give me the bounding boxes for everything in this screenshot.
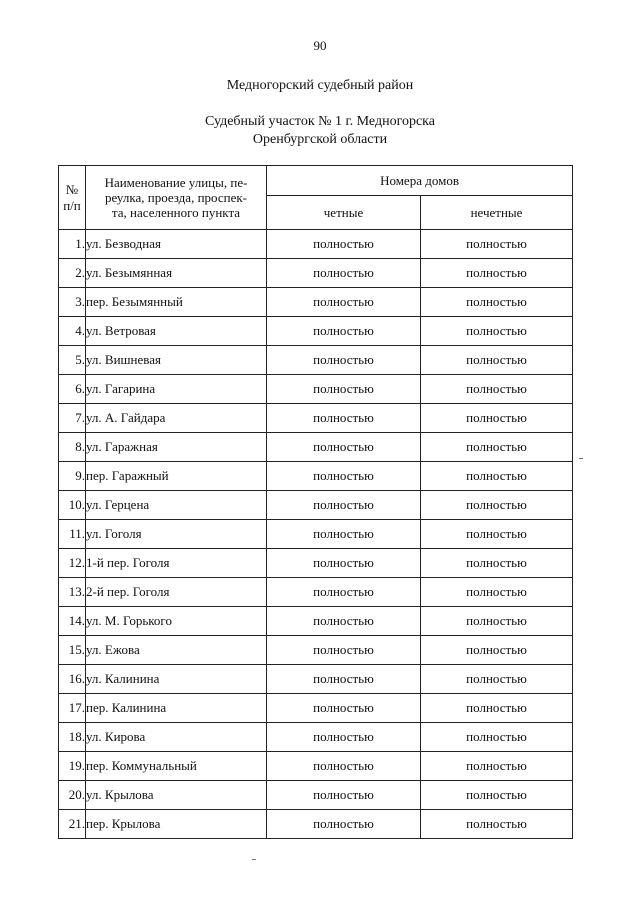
street-name: ул. Кирова: [86, 723, 267, 752]
odd-houses: полностью: [421, 549, 573, 578]
row-number: 2.: [59, 259, 86, 288]
header-house-numbers: Номера домов: [267, 166, 573, 196]
table-row: [59, 578, 573, 607]
even-houses: полностью: [267, 520, 421, 549]
odd-houses: полностью: [421, 578, 573, 607]
even-houses: полностью: [267, 549, 421, 578]
even-houses: полностью: [267, 317, 421, 346]
street-name: ул. Крылова: [86, 781, 267, 810]
odd-houses: полностью: [421, 694, 573, 723]
street-name: ул. Герцена: [86, 491, 267, 520]
even-houses: полностью: [267, 723, 421, 752]
odd-houses: полностью: [421, 665, 573, 694]
section-title-line-1: Судебный участок № 1 г. Медногорска: [204, 114, 435, 129]
even-houses: полностью: [267, 636, 421, 665]
even-houses: полностью: [267, 752, 421, 781]
odd-houses: полностью: [421, 781, 573, 810]
row-number: 18.: [59, 723, 86, 752]
street-name: ул. Ежова: [86, 636, 267, 665]
street-name: ул. А. Гайдара: [86, 404, 267, 433]
table-row: [59, 723, 573, 752]
even-houses: полностью: [267, 578, 421, 607]
odd-houses: полностью: [421, 752, 573, 781]
table-row: [59, 404, 573, 433]
row-number: 16.: [59, 665, 86, 694]
table-row: [59, 810, 573, 839]
row-number: 11.: [59, 520, 86, 549]
table-row: [59, 375, 573, 404]
header-street-name-line-3: та, населенного пункта: [111, 205, 241, 220]
street-name: ул. Гагарина: [86, 375, 267, 404]
scan-speck: [252, 859, 256, 860]
header-row-top: [59, 166, 573, 196]
odd-houses: полностью: [421, 491, 573, 520]
row-number: 4.: [59, 317, 86, 346]
even-houses: полностью: [267, 694, 421, 723]
table-row: [59, 491, 573, 520]
even-houses: полностью: [267, 462, 421, 491]
row-number: 9.: [59, 462, 86, 491]
street-name: ул. М. Горького: [86, 607, 267, 636]
row-number: 15.: [59, 636, 86, 665]
table-body: [59, 230, 573, 839]
street-name: пер. Коммунальный: [86, 752, 267, 781]
even-houses: полностью: [267, 404, 421, 433]
odd-houses: полностью: [421, 433, 573, 462]
row-number: 14.: [59, 607, 86, 636]
odd-houses: полностью: [421, 230, 573, 259]
section-title: [0, 113, 640, 149]
row-number: 21.: [59, 810, 86, 839]
table-row: [59, 752, 573, 781]
even-houses: полностью: [267, 375, 421, 404]
odd-houses: полностью: [421, 462, 573, 491]
table-row: [59, 549, 573, 578]
odd-houses: полностью: [421, 346, 573, 375]
street-name: ул. Калинина: [86, 665, 267, 694]
table-row: [59, 636, 573, 665]
header-street-name: [86, 166, 267, 230]
odd-houses: полностью: [421, 723, 573, 752]
odd-houses: полностью: [421, 607, 573, 636]
table-row: [59, 346, 573, 375]
table-row: [59, 259, 573, 288]
even-houses: полностью: [267, 781, 421, 810]
table-row: [59, 520, 573, 549]
row-number: 10.: [59, 491, 86, 520]
street-name: ул. Ветровая: [86, 317, 267, 346]
street-name: пер. Гаражный: [86, 462, 267, 491]
row-number: 5.: [59, 346, 86, 375]
odd-houses: полностью: [421, 375, 573, 404]
odd-houses: полностью: [421, 317, 573, 346]
street-name: 1-й пер. Гоголя: [86, 549, 267, 578]
table-row: [59, 665, 573, 694]
even-houses: полностью: [267, 230, 421, 259]
table-header: [59, 166, 573, 230]
header-number-line-2: п/п: [63, 197, 81, 213]
header-street-name-line-1: Наименование улицы, пе-: [104, 175, 248, 190]
row-number: 17.: [59, 694, 86, 723]
odd-houses: полностью: [421, 636, 573, 665]
row-number: 12.: [59, 549, 86, 578]
even-houses: полностью: [267, 810, 421, 839]
row-number: 13.: [59, 578, 86, 607]
header-number-line-1: №: [65, 181, 79, 197]
street-name: ул. Вишневая: [86, 346, 267, 375]
even-houses: полностью: [267, 288, 421, 317]
even-houses: полностью: [267, 433, 421, 462]
streets-table: [58, 165, 573, 839]
row-number: 19.: [59, 752, 86, 781]
header-street-name-line-2: реулка, проезда, проспек-: [104, 190, 247, 205]
row-number: 20.: [59, 781, 86, 810]
table-row: [59, 230, 573, 259]
header-odd: нечетные: [421, 196, 573, 230]
street-name: пер. Калинина: [86, 694, 267, 723]
scan-speck: [579, 458, 583, 459]
odd-houses: полностью: [421, 520, 573, 549]
header-even: четные: [267, 196, 421, 230]
street-name: ул. Безводная: [86, 230, 267, 259]
even-houses: полностью: [267, 259, 421, 288]
row-number: 8.: [59, 433, 86, 462]
district-title: Медногорский судебный район: [226, 78, 414, 93]
even-houses: полностью: [267, 346, 421, 375]
table-row: [59, 607, 573, 636]
table-row: [59, 288, 573, 317]
street-name: ул. Гаражная: [86, 433, 267, 462]
row-number: 6.: [59, 375, 86, 404]
odd-houses: полностью: [421, 288, 573, 317]
row-number: 1.: [59, 230, 86, 259]
odd-houses: полностью: [421, 404, 573, 433]
street-name: пер. Безымянный: [86, 288, 267, 317]
header-number: [59, 166, 86, 230]
street-name: ул. Гоголя: [86, 520, 267, 549]
table-row: [59, 694, 573, 723]
row-number: 7.: [59, 404, 86, 433]
even-houses: полностью: [267, 491, 421, 520]
odd-houses: полностью: [421, 259, 573, 288]
section-title-line-2: Оренбургской области: [252, 132, 388, 147]
table-row: [59, 462, 573, 491]
table-row: [59, 317, 573, 346]
street-name: ул. Безымянная: [86, 259, 267, 288]
row-number: 3.: [59, 288, 86, 317]
street-name: пер. Крылова: [86, 810, 267, 839]
odd-houses: полностью: [421, 810, 573, 839]
street-name: 2-й пер. Гоголя: [86, 578, 267, 607]
table-row: [59, 433, 573, 462]
page-number: 90: [313, 38, 327, 53]
even-houses: полностью: [267, 665, 421, 694]
table-row: [59, 781, 573, 810]
even-houses: полностью: [267, 607, 421, 636]
